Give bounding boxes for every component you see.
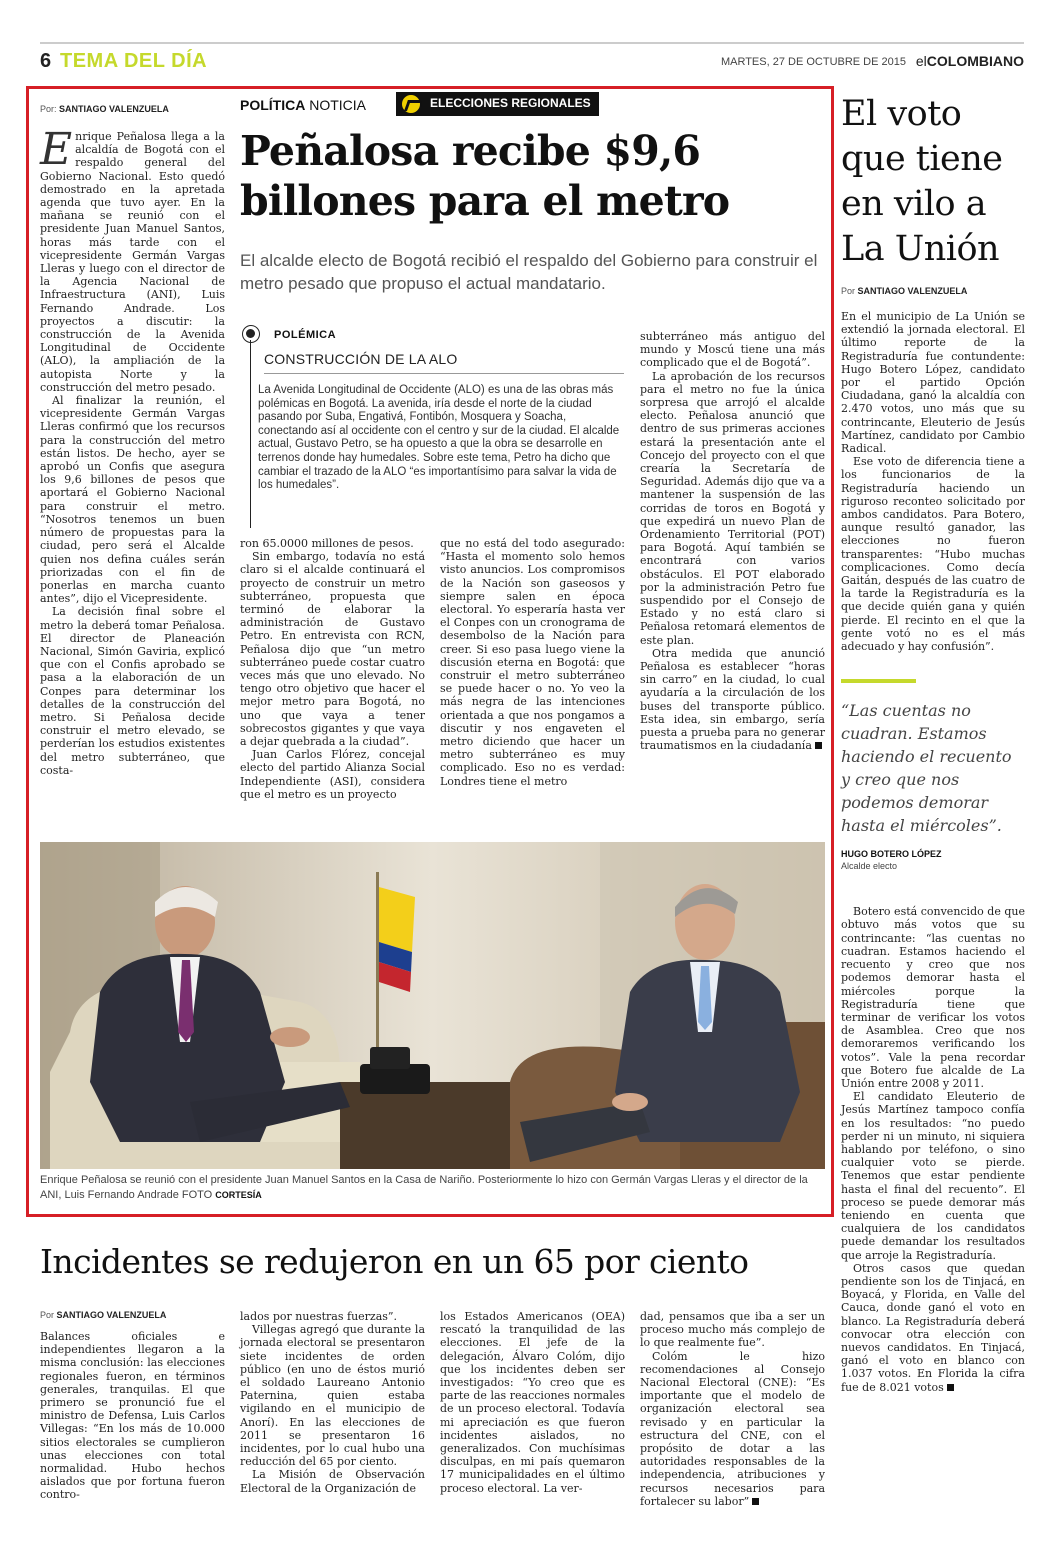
bottom-article-column-2 <box>240 1310 425 1495</box>
quote-accent-bar <box>841 679 916 683</box>
paragraph: Villegas agregó que durante la jornada electoral se presentaron siete incidentes de orden público (en uno de éstos murió el soldado Laureano Antonio Paternina, quien estaba vigilando en el municipio de Anorí). En las elecciones de 2011 se presentaron 16 incidentes, por lo cual hubo una reducción del 65 por ciento. <box>240 1323 425 1469</box>
caption-foto-label: FOTO <box>181 1189 213 1201</box>
article-photo <box>40 842 825 1169</box>
paragraph: ron 65.0000 millones de pesos. <box>240 537 414 550</box>
paragraph <box>640 647 825 753</box>
paragraph: Botero está convencido de que obtuvo más votos que su contrincante: “las cuentas no cuadran. Estamos haciendo el recuento y creo que nos podemos demorar hasta el miércoles porque la Registraduría tiene que terminar de verificar los votos de Asamblea. Creo que nos demoraremos verificando los votos”. Vale la pena recordar que Botero fue alcalde de La Unión entre 2008 y 2011. <box>841 905 1025 1090</box>
byline-label: Por <box>40 104 55 114</box>
paragraph: La Misión de Observación Electoral de la Organización de <box>240 1468 425 1495</box>
side-body-top <box>841 310 1025 653</box>
kicker-category: POLÍTICA <box>240 97 306 113</box>
top-rule <box>40 42 1024 44</box>
bottom-headline: Incidentes se redujeron en un 65 por ciento <box>40 1242 749 1281</box>
section-title: TEMA DEL DÍA <box>60 50 208 72</box>
meeting-photo-illustration <box>40 842 825 1169</box>
byline-name: SANTIAGO VALENZUELA <box>59 104 169 114</box>
elections-logo-icon <box>400 93 422 115</box>
paragraph: El candidato Eleuterio de Jesús Martínez tampoco confía en los resultados: “no puedo perder ni un minuto, ni siquiera hablando por teléfono, o sino cualquier voto se pierde. Tenemos que estar pendiente hasta el final del recuento”. El proceso se puede demorar más teniendo en cuenta que cualquiera de los candidatos puede demandar los resultados que arroje la Registraduría. <box>841 1090 1025 1262</box>
speech-bubble-icon <box>242 325 260 343</box>
paragraph: lados por nuestras fuerzas”. <box>240 1310 398 1323</box>
paragraph-text: Otra medida que anunció Peñalosa es establecer “horas sin carro” en la ciudad, lo cual ayudaría a la circulación de los buses del transporte público. Esta idea, sin embargo, sería puesta a prueba para no generar traumatismos en la ciudadanía <box>640 646 825 753</box>
bottom-article-column-3 <box>440 1310 625 1495</box>
pull-quote: “Las cuentas no cuadran. Estamos haciendo el recuento y creo que nos podemos demorar hasta el miércoles”. <box>841 701 1012 836</box>
paragraph: dad, pensamos que iba a ser un proceso mucho más complejo de lo que realmente fue”. <box>640 1310 825 1350</box>
main-article-column-1 <box>40 104 225 777</box>
box-kicker: POLÉMICA <box>274 329 337 341</box>
paragraph: subterráneo más antiguo del mundo y Moscú tiene una más complicado que el de Bogotá”. <box>640 330 825 370</box>
elections-badge <box>396 92 599 116</box>
main-article-column-3 <box>440 537 625 788</box>
end-mark-icon <box>947 1384 954 1391</box>
box-body: La Avenida Longitudinal de Occidente (ALO) es una de las obras más polémicas en Bogotá. La avenida, iría desde el norte de la ciudad pasando por Suba, Engativá, Fontibón, Mosquera y Soacha, conectando así al occidente con el centro y sur de la ciudad. El alcalde actual, Gustavo Petro, se ha opuesto a que la obra se desarrolle en terrenos donde hay humedales. Sobre este tema, Petro ha dicho que cambiar el trazado de la ALO “es importantísimo para salvar la vida de los humedales”. <box>258 384 620 492</box>
paragraph <box>841 1262 1025 1394</box>
end-mark-icon <box>815 742 822 749</box>
side-byline <box>841 286 1025 296</box>
bottom-article-column-1 <box>40 1310 225 1502</box>
paragraph: que no está del todo asegurado: “Hasta el momento solo hemos visto anuncios. Los compromisos de la Nación son gaseosos y siempre salen en época electoral. Yo esperaría hasta ver el Conpes con un cronograma de desembolso de la Nación para creer. Si eso pasa luego viene la discusión eterna en Bogotá: que construir el metro subterráneo se puede hacer o no. Yo veo la más negra de las intenciones orientada a que nos pongamos a discutir y nos engaveten el metro diciendo que hacer un metro subterráneo es muy complicado. Eso no es verdad: Londres tiene el metro <box>440 537 625 788</box>
paragraph-text: nrique Peñalosa llega a la alcaldía de Bogotá con el respaldo general del Gobierno Nacional. Esto quedó demostrado en la apretada agenda que tuvo ayer. En la mañana se reunió con el presidente Juan Manuel Santos, horas más tarde con el vicepresidente Germán Vargas Lleras y luego con el director de la Agencia Nacional de Infraestructura (ANI), Luis Fernando Andrade. Los proyectos a discutir: la construcción de la Avenida Longitudinal de Occidente (ALO), la ampliación de la autopista Norte y la construcción del metro pesado. <box>40 130 225 394</box>
masthead-name: COLOMBIANO <box>926 53 1024 69</box>
main-headline: Peñalosa recibe $9,6 billones para el metro <box>240 127 730 225</box>
side-body-bottom <box>841 905 1025 1394</box>
main-deck: El alcalde electo de Bogotá recibió el respaldo del Gobierno para construir el metro pesado que propuso el actual mandatario. <box>240 251 818 293</box>
paragraph: Ese voto de diferencia tiene a los funcionarios de la Registraduría haciendo un riguroso reconteo solicitado por ambos candidatos. Para Botero, aunque resultó ganador, las elecciones no fueron transparentes: “Hubo muchas complicaciones. Como decía Gaitán, después de las cuatro de la tarde la Registraduría es la que decide quién gana y quién pierde. El recinto en el que la gente votó no es el más adecuado y hay confusión”. <box>841 455 1025 654</box>
badge-label: ELECCIONES REGIONALES <box>430 96 591 110</box>
bottom-byline <box>40 1310 225 1320</box>
end-mark-icon <box>752 1498 759 1505</box>
main-byline: Por: SANTIAGO VALENZUELA <box>40 104 169 114</box>
side-article <box>841 92 1025 1394</box>
caption-credit: CORTESÍA <box>215 1190 262 1200</box>
paragraph: En el municipio de La Unión se extendió la jornada electoral. El último reporte de la Registraduría fue contundente: Hugo Botero López, candidato por el partido Opción Ciudadana, ganó la alcaldía con 2.470 votos, uno más que su contrincante, Eleuterio de Jesús Martínez, candidato por Cambio Radical. <box>841 310 1025 456</box>
byline-label: Por <box>40 1310 55 1320</box>
paragraph: Balances oficiales e independientes llegaron a la misma conclusión: las elecciones regionales fueron, en términos generales, tranquilas. El que primero se pronunció fue el ministro de Defensa, Luis Carlos Villegas: “En los más de 10.000 sitios electorales se cumplieron unas elecciones con total normalidad. Hubo hechos aislados que por fortuna fueron contro- <box>40 1330 225 1502</box>
main-article-column-2 <box>240 537 425 801</box>
paragraph <box>40 124 225 394</box>
polemica-box <box>240 320 624 529</box>
byline-label: Por <box>841 286 856 296</box>
caption-text: Enrique Peñalosa se reunió con el presidente Juan Manuel Santos en la Casa de Nariño. Posteriormente lo hizo con Germán Vargas Lleras y el director de la ANI, Luis Fernando Andrade <box>40 1174 808 1201</box>
paragraph-text: Colóm le hizo recomendaciones al Consejo Nacional Electoral (CNE): “Es importante que el modelo de organización electoral sea revisado y en particular la estructura del CNE, con el propósito de dotar a las autoridades responsables de la independencia, atribuciones y recursos necesarios para fortalecer su labor” <box>640 1349 825 1508</box>
box-vertical-rule <box>250 340 251 528</box>
masthead-prefix: el <box>915 53 927 69</box>
paragraph: La aprobación de los recursos para el metro no fue la única sorpresa que arrojó el alcalde electo. Peñalosa anunció que dentro de sus primeras acciones estará la presentación ante el Concejo del proyecto con el que crearía la Secretaría de Seguridad. Además dijo que va a mantener la suspensión de las corridas de toros en Bogotá y que expedirá un nuevo Plan de Ordenamiento Territorial (POT) para Bogotá. Aquí también se encontrará con varios obstáculos. El POT elaborado por la administración Petro fue suspendido por el Consejo de Estado y no está claro si Peñalosa retomará elementos de este plan. <box>640 369 825 647</box>
quote-author: HUGO BOTERO LÓPEZ <box>841 849 942 860</box>
page-number: 6 <box>40 50 52 72</box>
side-headline: El voto que tiene en vilo a La Unión <box>841 94 1003 269</box>
bottom-article-column-4 <box>640 1310 825 1508</box>
paragraph: los Estados Americanos (OEA) rescató la tranquilidad de las elecciones. El jefe de la delegación, Álvaro Colóm, dijo que los incidentes deben ser investigados: “Yo creo que es parte de las reacciones normales de un proceso electoral. Todavía mi apreciación es que fueron incidentes aislados, no generalizados. Con muchísimas disculpas, en mi país quemaron 17 municipalidades en el último proceso electoral. La ver- <box>440 1310 625 1495</box>
box-title: CONSTRUCCIÓN DE LA ALO <box>264 351 458 367</box>
main-article-column-4 <box>640 330 825 753</box>
article-kicker <box>240 97 366 113</box>
kicker-type: NOTICIA <box>309 97 367 113</box>
box-divider <box>264 373 624 374</box>
paragraph: Juan Carlos Flórez, concejal electo del partido Alianza Social Independiente (ASI), considera que el metro es un proyecto <box>240 748 425 801</box>
bottom-body-col1 <box>40 1330 225 1502</box>
masthead-logo <box>916 53 1024 69</box>
paragraph: La decisión final sobre el metro la deberá tomar Peñalosa. El director de Planeación Nacional, Simón Gaviria, explicó que con el Confis aprobado se pasa a la elaboración de un Conpes para determinar los detalles de la construcción del metro. Si Peñalosa decide construir el metro elevado, se perderían los estudios existentes del metro subterráneo, que costa- <box>40 605 225 777</box>
paragraph <box>640 1350 825 1508</box>
photo-caption <box>40 1173 825 1203</box>
main-body-col1 <box>40 124 225 777</box>
paragraph: Al finalizar la reunión, el vicepresidente Germán Vargas Lleras confirmó que los recursos para la construcción del metro están listos. De hecho, ayer se aprobó un Confis que asegura los 9,6 billones de pesos que aportará el Gobierno Nacional para construir el metro. “Nosotros tenemos un buen número de propuestas para la ciudad, pero será el Alcalde quien nos defina cuáles serán priorizadas con el fin de ponerlas en marcha cuanto antes”, dijo el Vicepresidente. <box>40 394 225 606</box>
byline-name: SANTIAGO VALENZUELA <box>56 1310 167 1320</box>
page-header <box>40 50 1024 74</box>
quote-author-role: Alcalde electo <box>841 861 898 872</box>
paragraph: Sin embargo, todavía no está claro si el alcalde continuará el proyecto de construir un metro subterráneo, propuesta que terminó de elaborar la administración de Gustavo Petro. En entrevista con RCN, Peñalosa dijo que “un metro subterráneo puede costar cuatro veces más que uno elevado. No tengo otro objetivo que hacer el mejor metro para Bogotá, no uno que vaya a tener sobrecostos gigantes y que vaya a dejar quebrada a la ciudad”. <box>240 550 425 749</box>
byline-name: SANTIAGO VALENZUELA <box>857 286 968 296</box>
issue-date: MARTES, 27 DE OCTUBRE DE 2015 <box>720 56 906 68</box>
drop-cap: E <box>40 124 73 175</box>
paragraph-text: Otros casos que quedan pendiente son los de Tinjacá, en Boyacá, y Florida, en Valle del Cauca, donde ganó el voto en blanco. La Registraduría deberá convocar otra elección con nuevos candidatos. En Tinjacá, ganó el voto en blanco con 1.037 votos. En Florida la cifra fue de 8.021 votos <box>841 1261 1025 1394</box>
